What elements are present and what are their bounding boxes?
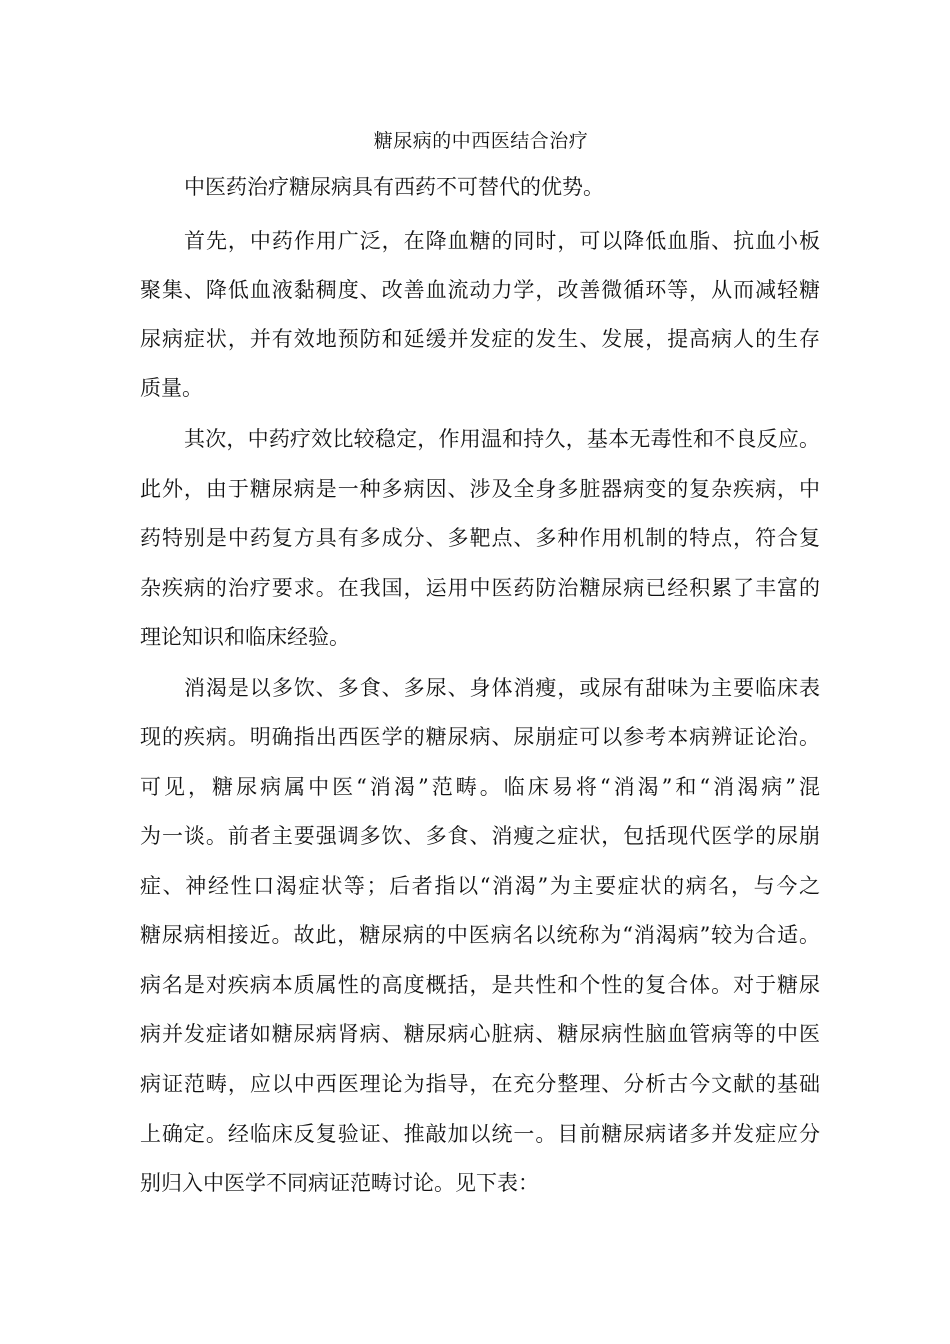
- paragraph-4-line-4: 为一谈。前者主要强调多饮、多食、消瘦之症状，包括现代医学的尿崩: [140, 824, 820, 848]
- paragraph-3-line-3: 药特别是中药复方具有多成分、多靶点、多种作用机制的特点，符合复: [140, 526, 820, 550]
- paragraph-3-line-2: 此外，由于糖尿病是一种多病因、涉及全身多脏器病变的复杂疾病，中: [140, 477, 820, 501]
- paragraph-4-line-1: 消渴是以多饮、多食、多尿、身体消瘦，或尿有甜味为主要临床表: [184, 676, 820, 700]
- paragraph-4-line-7: 病名是对疾病本质属性的高度概括，是共性和个性的复合体。对于糖尿: [140, 973, 820, 997]
- document-title: 糖尿病的中西医结合治疗: [373, 130, 589, 152]
- paragraph-4-line-6: 糖尿病相接近。故此，糖尿病的中医病名以统称为“消渴病”较为合适。: [140, 923, 820, 947]
- paragraph-3-line-4: 杂疾病的治疗要求。在我国，运用中医药防治糖尿病已经积累了丰富的: [140, 576, 820, 600]
- paragraph-2-line-2: 聚集、降低血液黏稠度、改善血流动力学，改善微循环等，从而减轻糖: [140, 278, 820, 302]
- paragraph-1-line-1: 中医药治疗糖尿病具有西药不可替代的优势。: [184, 175, 604, 199]
- paragraph-4-line-3: 可见，糖尿病属中医“消渴”范畴。临床易将“消渴”和“消渴病”混: [140, 775, 820, 799]
- paragraph-4-line-2: 现的疾病。明确指出西医学的糖尿病、尿崩症可以参考本病辨证论治。: [140, 725, 820, 749]
- paragraph-4-line-9: 病证范畴，应以中西医理论为指导，在充分整理、分析古今文献的基础: [140, 1072, 820, 1096]
- paragraph-3-line-5: 理论知识和临床经验。: [140, 625, 350, 649]
- paragraph-2-line-1: 首先，中药作用广泛，在降血糖的同时，可以降低血脂、抗血小板: [184, 229, 820, 253]
- paragraph-2-line-3: 尿病症状，并有效地预防和延缓并发症的发生、发展，提高病人的生存: [140, 327, 820, 351]
- paragraph-4-line-11: 别归入中医学不同病证范畴讨论。见下表：: [140, 1171, 539, 1195]
- paragraph-2-line-4: 质量。: [140, 376, 203, 400]
- paragraph-4-line-8: 病并发症诸如糖尿病肾病、糖尿病心脏病、糖尿病性脑血管病等的中医: [140, 1022, 820, 1046]
- paragraph-4-line-5: 症、神经性口渴症状等；后者指以“消渴”为主要症状的病名，与今之: [140, 874, 820, 898]
- paragraph-3-line-1: 其次，中药疗效比较稳定，作用温和持久，基本无毒性和不良反应。: [184, 427, 820, 451]
- paragraph-4-line-10: 上确定。经临床反复验证、推敲加以统一。目前糖尿病诸多并发症应分: [140, 1122, 820, 1146]
